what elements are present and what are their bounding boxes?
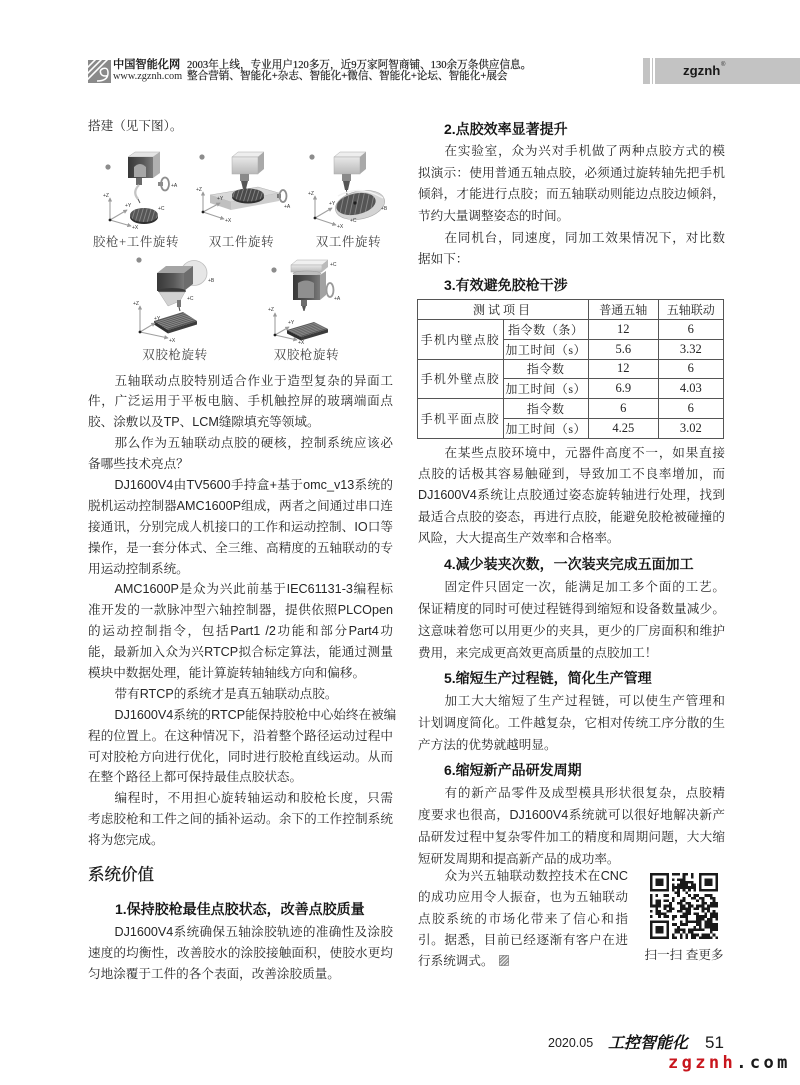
table-cell: 6: [658, 359, 724, 379]
body-text-line: DJ1600V4系统确保五轴涂胶轨迹的准确性及涂胶: [114, 925, 393, 940]
body-text-line: 考虑胶枪和工件之间的插补运动。余下的工作控制系统: [88, 812, 393, 827]
nozzle: [135, 178, 142, 203]
body-text-line: 速度的均衡性，改善胶水的涂胶接触面积，使胶水更均: [88, 946, 393, 961]
body-text-line: 将为您完成。: [88, 833, 164, 848]
body-text-line: 五轴联动点胶特别适合作业于造型复杂的异面工: [114, 373, 393, 388]
body-text-line: 计划调度简化。工件越复杂，它相对传统工序分散的生: [418, 716, 725, 730]
axis-origin: [314, 217, 317, 220]
header-tagline-1: 2003年上线，专业用户120多万，近9万家阿智商铺、130余万条供应信息。: [187, 59, 532, 71]
axis-label: +Y: [329, 201, 336, 207]
table-header-cell: 测试项目: [418, 300, 589, 320]
table-row: [418, 359, 724, 379]
tab-stripe: [653, 58, 655, 85]
subsection-title-5: 5.缩短生产过程链，简化生产管理: [444, 669, 652, 686]
body-text-line: 固定件只固定一次，能满足加工多个面的工艺。: [444, 579, 725, 594]
table-header-cell: 五轴联动: [658, 300, 724, 320]
axis-origin: [274, 334, 277, 337]
table-cell: 指令数（条）: [503, 320, 589, 340]
axis-label: +X: [132, 225, 139, 231]
figure-caption: 双工件旋转: [315, 234, 382, 249]
table-cell: 3.32: [658, 339, 724, 359]
dispensing-head: [157, 266, 193, 311]
axis-label: +Z: [268, 307, 274, 313]
tab-stripe: [650, 58, 652, 85]
body-text-line: 操作，是一套分体式、全三维、高精度的五轴联动的专: [88, 540, 393, 555]
body-text-line: 产方法的优势就越明显。: [418, 738, 557, 752]
site-url: www.zgznh.com: [113, 71, 183, 82]
axis-label: +Y: [125, 203, 132, 209]
figure-caption: 双工件旋转: [208, 234, 275, 249]
panel-marker-dot: [199, 154, 204, 159]
body-text-line: 品研发过程中复杂零件加工的精度和周期问题，大大缩: [418, 829, 725, 844]
dispensing-head: [232, 152, 264, 192]
body-text-line: 件，广泛运用于平板电脑、手机触控屏的玻璃端面点: [88, 394, 393, 409]
qr-code: [650, 873, 718, 939]
body-text-line: 引。据悉，目前已经逐渐有客户在进: [418, 932, 628, 947]
magazine-logo: 工控智能化: [608, 1033, 689, 1052]
registered-mark: ®: [721, 61, 726, 68]
paragraph: [418, 576, 725, 664]
intro-line: [88, 116, 393, 137]
body-text-line: 胶、涂敷以及TP、LCM缝隙填充等领域。: [88, 415, 320, 430]
paragraph: [88, 922, 393, 986]
table-cell: 6: [658, 320, 724, 340]
table-cell: 5.6: [589, 339, 659, 359]
header-tagline-2: 整合营销、智能化+杂志、智能化+微信、智能化+论坛、智能化+展会: [187, 70, 508, 82]
body-text: 行系统调式。: [418, 954, 494, 969]
qr-caption: 扫一扫 查更多: [644, 948, 724, 962]
panel-marker-dot: [271, 267, 276, 272]
work-table: [154, 312, 197, 334]
axis-label: +A: [284, 204, 291, 210]
body-text-line: 在实验室，众为兴对手机做了两种点胶方式的模: [444, 143, 725, 158]
panel-marker-dot: [136, 257, 141, 262]
paragraph: [88, 705, 397, 789]
paragraph: [88, 788, 393, 851]
domain-name: zgznh: [668, 1053, 737, 1073]
body-text-line-final: [418, 951, 628, 972]
body-text-line: 点胶系统的市场化带来了信心和指: [418, 911, 628, 926]
table-cell: 12: [589, 320, 659, 340]
brand-tab-text: zgznh: [683, 62, 721, 78]
body-text-line: 节约大量调整姿态的时间。: [418, 208, 570, 223]
body-text-line: 这意味着您可以用更少的夹具，更少的厂房面积和维护: [418, 623, 725, 638]
section-title-system-value: 系统价值: [88, 866, 154, 884]
axis-label: +X: [337, 224, 344, 230]
panel-marker-dot: [309, 154, 314, 159]
figure-caption: 双胶枪旋转: [273, 348, 340, 362]
subsection-title-2: 2.点胶效率显著提升: [444, 121, 568, 138]
closing-paragraph: [418, 866, 628, 972]
body-text-line: 可对胶枪方向进行优化，同时进行胶枪直线运动。从而: [88, 749, 393, 764]
table-cell: 3.02: [658, 418, 724, 438]
axis-label: +C: [330, 262, 337, 268]
table-group-label: 手机平面点胶: [418, 399, 504, 439]
axis-label: +X: [225, 218, 232, 224]
body-text-line: 费用，来完成更高效更高质量的点胶加工！: [418, 645, 658, 660]
rotary-ring: [327, 283, 334, 297]
body-text-line: 众为兴五轴联动数控技术在CNC: [444, 869, 628, 884]
body-text-line: 备哪些技术亮点？: [88, 457, 189, 472]
table-cell: 12: [589, 359, 659, 379]
body-text-line: 模块中数据处理，能计算旋转轴轴线方向和偏移。: [88, 665, 366, 680]
body-text-line: 脱机运动控制器AMC1600P组成，两者之间通过串口连: [88, 498, 393, 513]
site-name: 中国智能化网: [113, 59, 181, 71]
paragraph: [418, 228, 725, 271]
axis-label: +C: [350, 218, 357, 224]
page-number: 51: [705, 1033, 724, 1052]
subsection-1-body: [88, 922, 393, 986]
paragraph: [418, 690, 725, 756]
figure-panel-dual-workpiece-rotation-a: [196, 152, 291, 224]
body-text-line: 倾斜，才能进行点胶；而五轴联动则能边点胶边倾斜，: [418, 187, 725, 202]
axis-label: +B: [208, 278, 215, 284]
figure-panel-dual-workpiece-rotation-b: [308, 152, 388, 230]
axis-label: +C: [187, 296, 194, 302]
body-text-line: 加工大大缩短了生产过程链，可以使生产管理和: [444, 694, 725, 708]
axis-label: +A: [334, 296, 341, 302]
table-row: [418, 320, 724, 340]
table-group-label: 手机内壁点胶: [418, 320, 504, 360]
body-text-line: 有的新产品零件及成型模具形状很复杂，点胶精: [444, 786, 725, 801]
body-text-line: 在同机台，同速度，同加工效果情况下，对比数: [444, 230, 725, 245]
paragraph: [88, 371, 393, 434]
table-cell: 4.25: [589, 418, 659, 438]
brand-tab: [643, 58, 800, 85]
table-cell: 4.03: [658, 379, 724, 399]
subsection-4-body: [418, 576, 725, 664]
axis-label: +Z: [133, 301, 139, 307]
paragraph: [418, 141, 725, 228]
paragraph: [88, 684, 393, 705]
axis-origin: [139, 331, 142, 334]
table-header-cell: 普通五轴: [589, 300, 659, 320]
axis-label: +B: [381, 206, 388, 212]
paragraph: [88, 475, 393, 579]
comparison-table: [417, 299, 724, 439]
subsection-title-6: 6.缩短新产品研发周期: [444, 762, 582, 778]
subsection-3-body: [418, 443, 725, 550]
body-text-line: 那么作为五轴联动点胶的硬核，控制系统应该必: [114, 436, 393, 451]
axis-label: +C: [158, 206, 165, 212]
body-text-line: 度要求也很高，DJ1600V4系统就可以很好地解决新产: [418, 808, 725, 823]
body-text-line: 保证精度的同时可使过程链得到缩短和设备数量减少。: [418, 601, 725, 616]
body-text-line: 据如下：: [418, 252, 469, 267]
table-group-label: 手机外壁点胶: [418, 359, 504, 399]
subsection-5-body: [418, 690, 725, 756]
axis-label: +X: [298, 340, 305, 346]
body-text-line: 最适合点胶的姿态，再进行点胶，能避免胶枪被碰撞的: [418, 509, 725, 524]
issue-date: 2020.05: [548, 1035, 594, 1050]
table-cell: 指令数: [503, 399, 589, 419]
axis-label: +X: [169, 338, 176, 344]
table-header-row: [418, 300, 724, 320]
site-logo-icon: [88, 60, 111, 83]
axis-origin: [202, 211, 205, 214]
table-cell: 6.9: [589, 379, 659, 399]
subsection-6-body: [418, 783, 725, 870]
body-text-line: DJ1600V4系统让点胶通过姿态旋转轴进行处理，找到: [418, 488, 725, 503]
figure-panel-dual-gun-rotation-a: [133, 257, 215, 344]
body-text-line: 带有RTCP的系统才是真五轴联动点胶。: [114, 686, 338, 701]
body-text-line: 能，最新加入众为兴RTCP拟合标定算法，能通过测量: [88, 645, 393, 660]
axis-label: +Z: [308, 191, 314, 197]
axis-label: +Y: [217, 196, 224, 202]
body-text-line: 点胶的话极其容易触碰到，导致加工不良率增加，而: [418, 467, 725, 482]
body-text-line: 在某些点胶环境中，元器件高度不一，如果直接: [444, 445, 725, 460]
body-text-line: DJ1600V4由TV5600手持盒+基于omc_v13系统的: [114, 477, 393, 492]
body-text-line: DJ1600V4系统的RTCP能保持胶枪中心始终在被编: [114, 707, 397, 722]
figure-panel-gun-and-workpiece-rotation: [103, 152, 178, 231]
subsection-title-4: 4.减少装夹次数，一次装夹完成五面加工: [444, 556, 694, 572]
axis-origin: [109, 219, 112, 222]
figure-caption: 胶枪+工件旋转: [92, 234, 180, 249]
body-text-line: 的运动控制指令，包括Part1 /2功能和部分Part4功: [88, 624, 393, 639]
table-cell: 加工时间（s）: [503, 339, 589, 359]
subsection-2-body: [418, 141, 725, 271]
body-text-line: 匀地涂覆于工件的各个表面，改善涂胶质量。: [88, 967, 340, 982]
body-text-line: 接通讯，分别完成人机接口的工作和运动控制、IO口等: [88, 519, 393, 534]
body-text-line: 在整个路径上都可保持最佳点胶状态。: [88, 770, 303, 785]
axis-label: +Y: [154, 316, 161, 322]
subsection-title-3: 3.有效避免胶枪干涉: [444, 277, 568, 293]
dispensing-head: [128, 152, 160, 178]
body-text-line: 风险，大大提高生产效率和合格率。: [418, 531, 620, 546]
end-mark-icon: [499, 955, 509, 966]
table-cell: 6: [589, 399, 659, 419]
figure-panel-dual-gun-rotation-b: [268, 260, 341, 346]
left-body-text: [88, 371, 397, 851]
body-text-line: 程的位置上。在这种情况下，沿着整个路径运动过程中: [88, 728, 393, 743]
dispensing-head: [334, 152, 366, 195]
body-text-line: 的成功应用令人振奋，也为五轴联动: [418, 890, 628, 905]
body-text-line: 短研发周期和提高新产品的成功率。: [418, 851, 620, 866]
axis-label: +Z: [196, 187, 202, 193]
body-text-line: 准开发的一款脉冲型六轴控制器，提供依照PLCOpen: [88, 603, 393, 618]
rotary-work-table: [126, 206, 160, 226]
dispensing-head: [291, 260, 328, 311]
axis-label: +Z: [103, 193, 109, 199]
body-text-line: 编程时，不用担心旋转轴运动和胶枪长度，只需: [114, 791, 393, 806]
table-row: [418, 399, 724, 419]
body-text-line: 搭建（见下图）。: [88, 119, 183, 133]
table-cell: 指令数: [503, 359, 589, 379]
figure-caption: 双胶枪旋转: [142, 348, 208, 362]
body-text-line: 用运动控制系统。: [88, 561, 189, 576]
paragraph: [418, 783, 725, 870]
paragraph: [88, 579, 393, 683]
subsection-title-1: 1.保持胶枪最佳点胶状态，改善点胶质量: [115, 901, 365, 917]
table-cell: 加工时间（s）: [503, 418, 589, 438]
footer-site-domain: [668, 1054, 791, 1072]
table-cell: 加工时间（s）: [503, 379, 589, 399]
paragraph: [418, 443, 725, 550]
panel-marker-dot: [105, 164, 110, 169]
body-text-line: AMC1600P是众为兴此前基于IEC61131-3编程标: [114, 582, 393, 597]
body-text-line: 拟演示：使用普通五轴点胶，必须通过旋转轴先把手机: [418, 165, 725, 180]
paragraph: [88, 433, 393, 475]
axis-label: +A: [171, 183, 178, 189]
domain-tld: .com: [736, 1053, 791, 1073]
table-cell: 6: [658, 399, 724, 419]
axis-label: +Y: [288, 320, 295, 326]
